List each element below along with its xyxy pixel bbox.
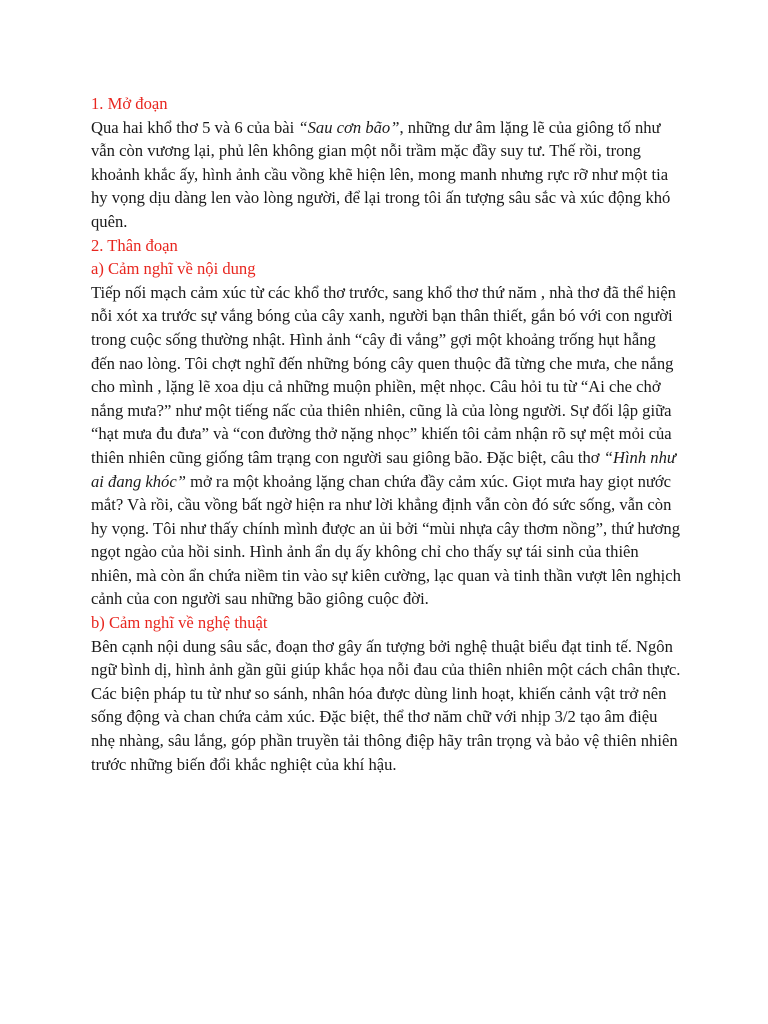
intro-text-end: , những dư âm lặng lẽ của giông tố như vẫn còn vương lại, phủ lên không gian một nỗi trầm mặc đầy suy tư. Thế rồi, trong khoảnh khắc ấy, hình ảnh cầu vồng khẽ hiện lên, mong manh nhưng rực rỡ như một tia hy vọng dịu dàng len vào lòng người, để lại trong tôi ấn tượng sâu sắc và xúc động khó quên. [91,117,671,231]
subsection-heading-content: a) Cảm nghĩ về nội dung [91,259,256,279]
content-text-start: Tiếp nối mạch cảm xúc từ các khổ thơ trước, sang khổ thơ thứ năm , nhà thơ đã thể hiện nỗi xót xa trước sự vắng bóng của cây xanh, người bạn thân thiết, gắn bó với con người trong cuộc sống thường nhật. Hình ảnh “cây đi vắng” gợi một khoảng trống hụt hẫng đến nao lòng. Tôi chợt nghĩ đến những bóng cây quen thuộc đã từng che mưa, che nắng cho mình , lặng lẽ xoa dịu cả những muộn phiền, mệt nhọc. Câu hỏi tu từ “Ai che chở nắng mưa?” như một tiếng nấc của thiên nhiên, cũng là của lòng người. Sự đối lập giữa “hạt mưa đu đưa” và “con đường thở nặng nhọc” khiến tôi cảm nhận rõ sự mệt mỏi của thiên nhiên cũng giống tâm trạng con người sau giông bão. Đặc biệt, câu thơ [91,282,676,467]
intro-text-start: Qua hai khổ thơ 5 và 6 của bài [91,117,299,137]
subsection-heading-art: b) Cảm nghĩ về nghệ thuật [91,613,268,633]
section-heading-body: 2. Thân đoạn [91,235,178,255]
art-paragraph: Bên cạnh nội dung sâu sắc, đoạn thơ gây ấn tượng bởi nghệ thuật biểu đạt tinh tế. Ngôn ngữ bình dị, hình ảnh gần gũi giúp khắc họa nỗi đau của thiên nhiên một cách chân thực. Các biện pháp tu từ như so sánh, nhân hóa được dùng linh hoạt, khiến cảnh vật trở nên sống động và chan chứa cảm xúc. Đặc biệt, thể thơ năm chữ với nhịp 3/2 tạo âm điệu nhẹ nhàng, sâu lắng, góp phần truyền tải thông điệp hãy trân trọng và bảo vệ thiên nhiên trước những biến đổi khắc nghiệt của khí hậu. [91,636,681,774]
content-paragraph [91,281,681,611]
poem-title: “Sau cơn bão” [298,117,400,137]
content-text-end: mở ra một khoảng lặng chan chứa đầy cảm xúc. Giọt mưa hay giọt nước mắt? Và rồi, cầu vồng bất ngờ hiện ra như lời khẳng định vẫn còn đó sức sống, vẫn còn hy vọng. Tôi như thấy chính mình được an ủi bởi “mùi nhựa cây thơm nồng”, thứ hương ngọt ngào của hồi sinh. Hình ảnh ẩn dụ ấy không chỉ cho thấy sự tái sinh của thiên nhiên, mà còn ẩn chứa niềm tin vào sự kiên cường, lạc quan và tinh thần vượt lên nghịch cảnh của con người sau những bão giông cuộc đời. [91,471,681,609]
quoted-verse: “Hình như ai đang khóc” [91,447,676,491]
document-body [91,92,681,776]
section-heading-intro: 1. Mở đoạn [91,94,168,113]
intro-paragraph [91,116,681,234]
